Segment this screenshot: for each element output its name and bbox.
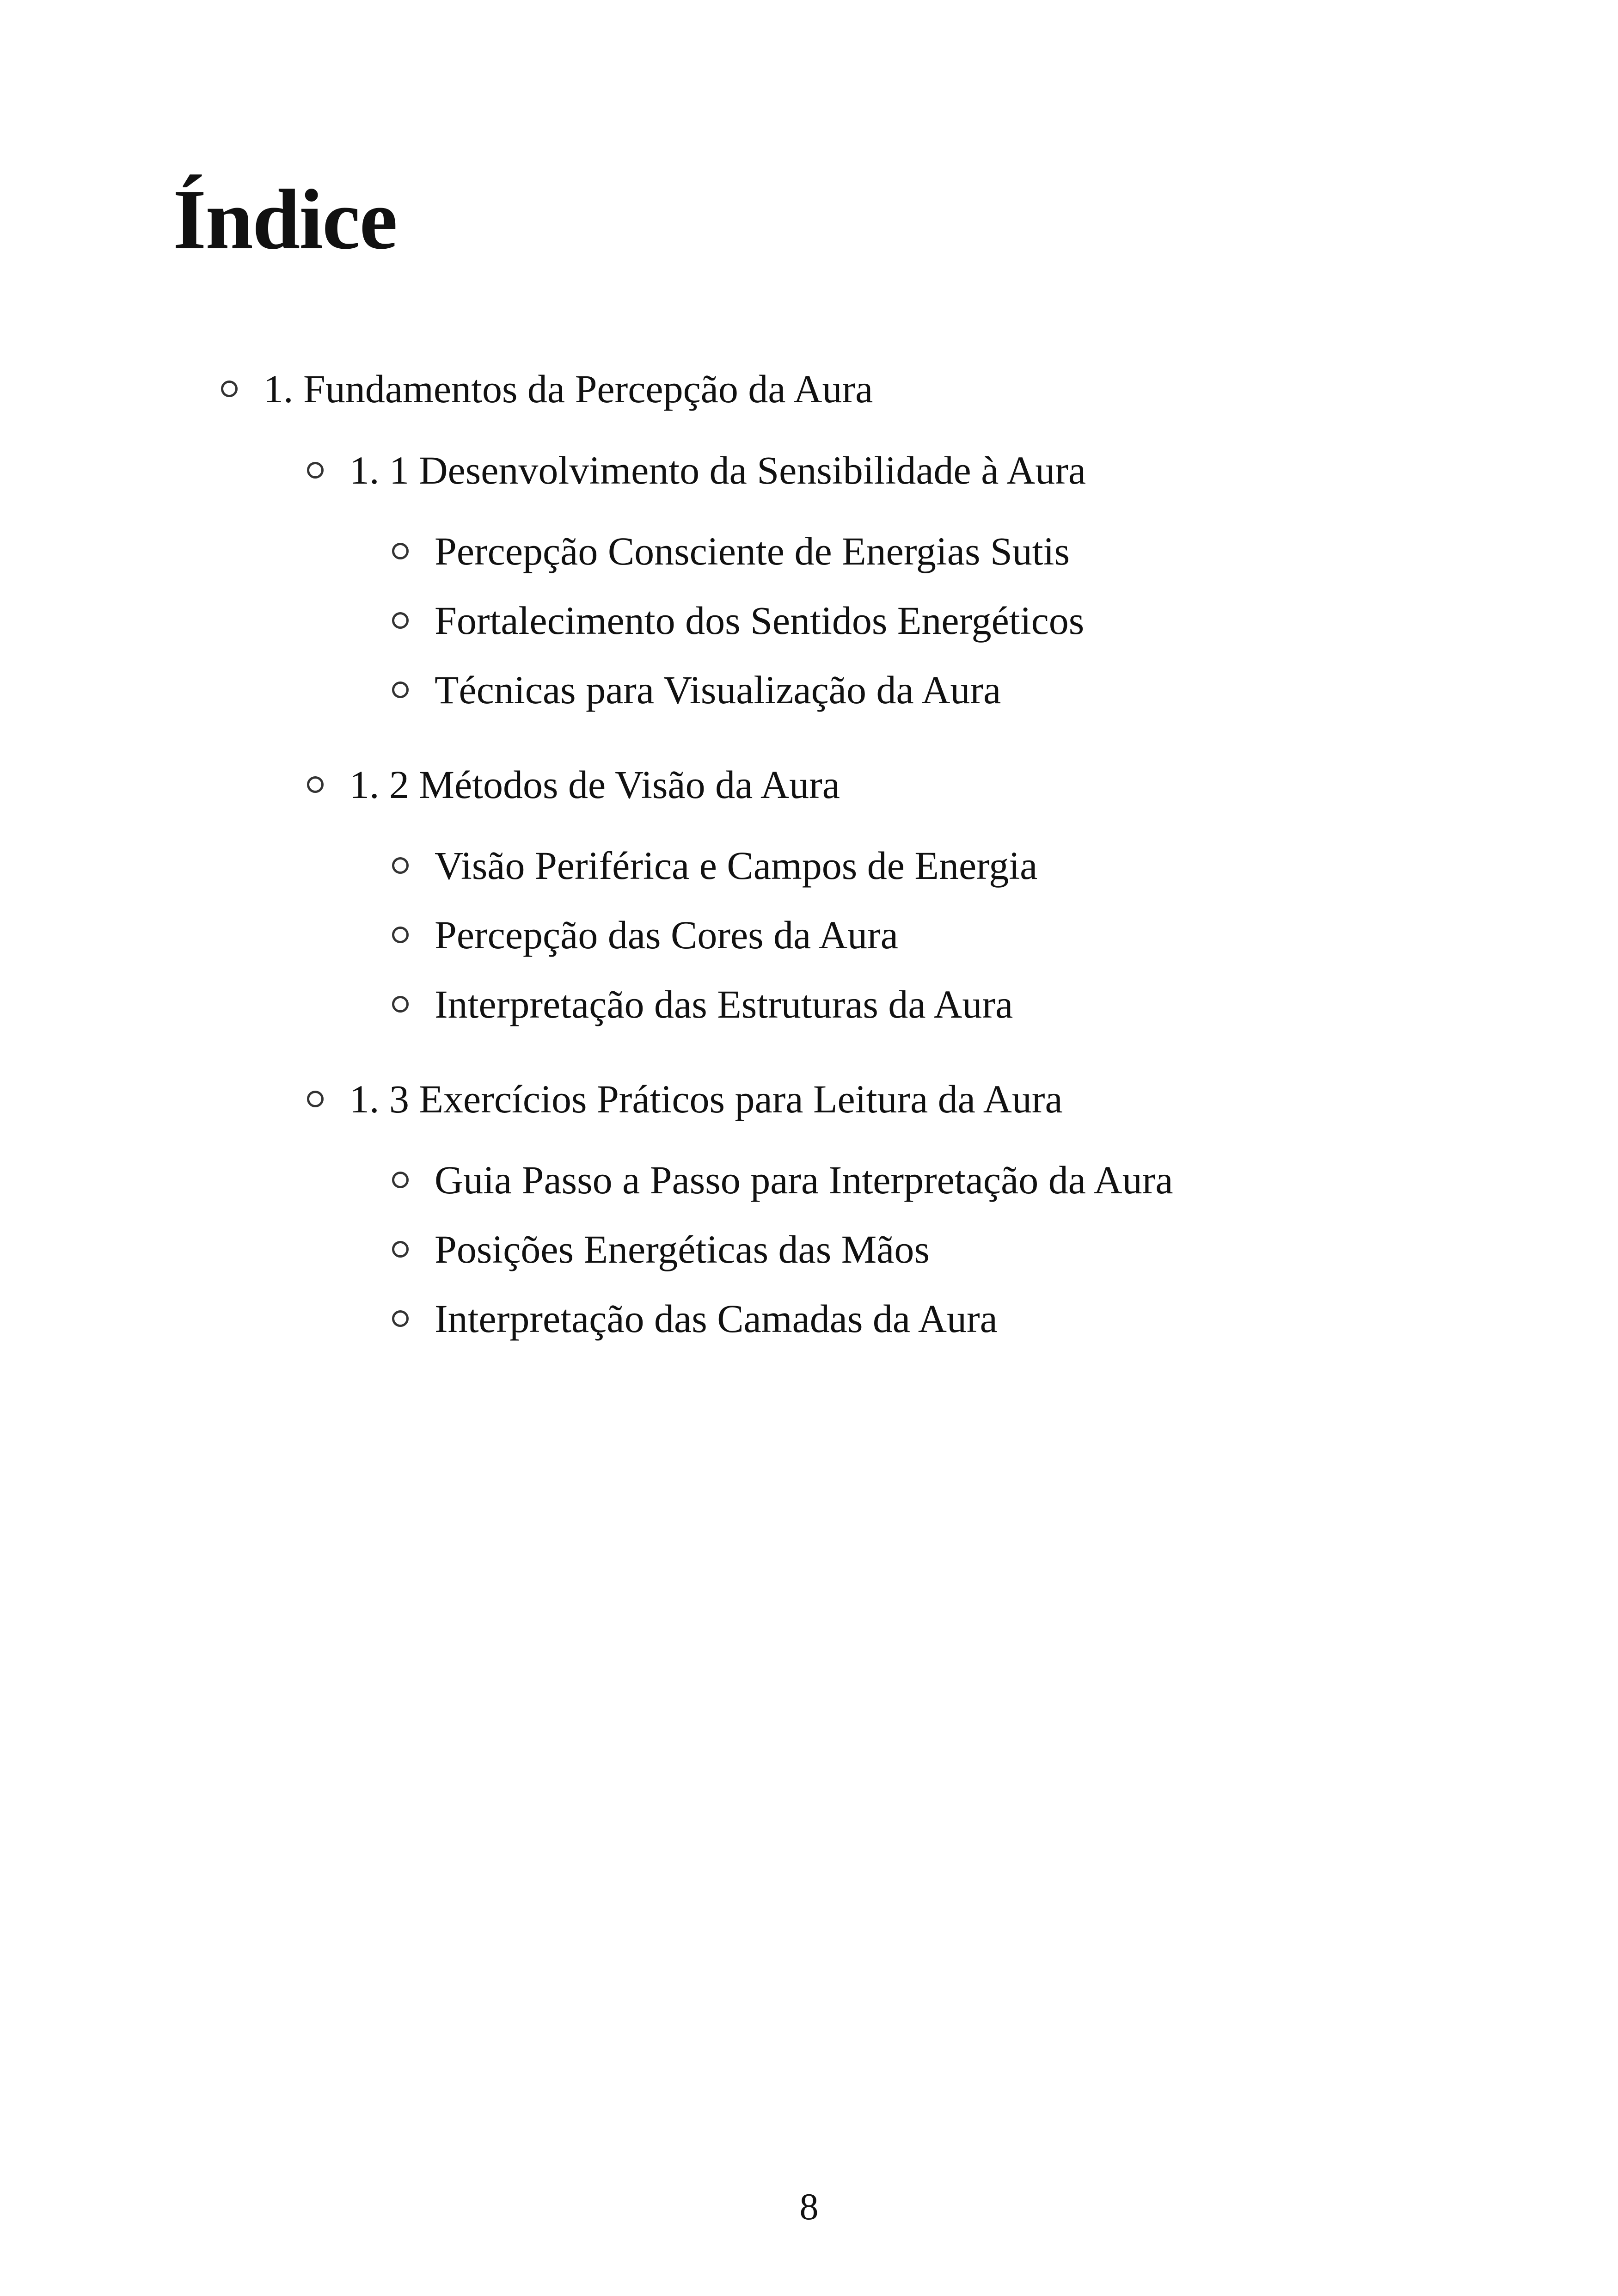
toc-entry-item[interactable]: [392, 1224, 930, 1275]
toc-entry-section-1-2[interactable]: [307, 759, 840, 810]
hollow-circle-icon: [392, 543, 409, 559]
toc-entry-label: Percepção Consciente de Energias Sutis: [435, 529, 1070, 573]
toc-entry-item[interactable]: [392, 979, 1013, 1030]
toc-entry-item[interactable]: [392, 526, 1070, 577]
hollow-circle-icon: [392, 996, 409, 1013]
toc-entry-section-1-1[interactable]: [307, 445, 1086, 496]
page-number: 8: [799, 2185, 819, 2228]
toc-entry-label: Posições Energéticas das Mãos: [435, 1227, 930, 1271]
toc-entry-label: 1. 1 Desenvolvimento da Sensibilidade à Aura: [349, 448, 1086, 492]
hollow-circle-icon: [221, 381, 238, 397]
toc-entry-item[interactable]: [392, 1293, 998, 1344]
hollow-circle-icon: [392, 1172, 409, 1188]
hollow-circle-icon: [307, 1091, 324, 1107]
hollow-circle-icon: [392, 1241, 409, 1258]
toc-entry-item[interactable]: [392, 1154, 1173, 1205]
toc-entry-label: Técnicas para Visualização da Aura: [435, 668, 1001, 712]
toc-entry-label: Interpretação das Estruturas da Aura: [435, 982, 1013, 1026]
hollow-circle-icon: [392, 857, 409, 874]
toc-entry-item[interactable]: [392, 595, 1084, 646]
page-title: Índice: [173, 172, 397, 267]
toc-entry-item[interactable]: [392, 909, 898, 960]
hollow-circle-icon: [307, 462, 324, 479]
hollow-circle-icon: [392, 927, 409, 943]
toc-entry-section-1-3[interactable]: [307, 1074, 1063, 1124]
toc-entry-label: Percepção das Cores da Aura: [435, 913, 898, 957]
toc-entry-chapter-1[interactable]: [221, 363, 873, 414]
hollow-circle-icon: [307, 776, 324, 793]
toc-entry-label: 1. 2 Métodos de Visão da Aura: [349, 762, 840, 807]
toc-entry-item[interactable]: [392, 664, 1001, 715]
hollow-circle-icon: [392, 1310, 409, 1327]
toc-entry-label: 1. Fundamentos da Percepção da Aura: [264, 367, 873, 411]
toc-entry-label: Fortalecimento dos Sentidos Energéticos: [435, 598, 1085, 643]
toc-entry-label: 1. 3 Exercícios Práticos para Leitura da Aura: [349, 1077, 1063, 1121]
toc-entry-label: Interpretação das Camadas da Aura: [435, 1296, 998, 1341]
hollow-circle-icon: [392, 612, 409, 629]
toc-entry-item[interactable]: [392, 840, 1037, 891]
hollow-circle-icon: [392, 681, 409, 698]
toc-entry-label: Visão Periférica e Campos de Energia: [435, 843, 1038, 888]
toc-entry-label: Guia Passo a Passo para Interpretação da Aura: [435, 1158, 1173, 1202]
